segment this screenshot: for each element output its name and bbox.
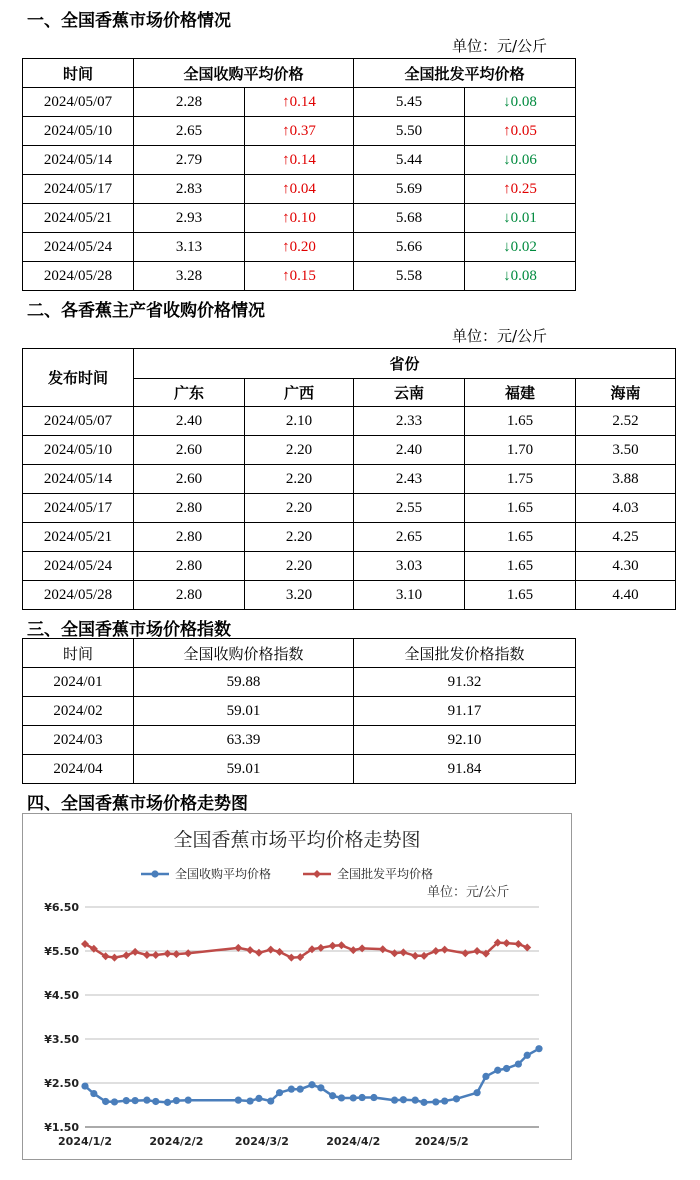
data-point [359, 1094, 366, 1101]
x-tick-label: 2024/4/2 [326, 1135, 381, 1148]
price-guangxi: 2.20 [245, 494, 354, 523]
data-point [132, 1097, 139, 1104]
province-price-table [22, 348, 676, 610]
table-row [23, 755, 576, 784]
data-point [379, 945, 387, 953]
table-row [23, 262, 576, 291]
row-month: 2024/04 [23, 755, 134, 784]
table-row [23, 407, 676, 436]
price-guangdong: 2.40 [134, 407, 245, 436]
price-trend-chart [22, 813, 572, 1160]
data-point [308, 1081, 315, 1088]
price-yunnan: 2.65 [354, 523, 465, 552]
unit-label-1: 单位：元/公斤 [452, 37, 548, 55]
table-row [23, 204, 576, 233]
table-row [23, 233, 576, 262]
data-point [152, 1098, 159, 1105]
price-hainan: 4.03 [576, 494, 676, 523]
price-guangxi: 2.10 [245, 407, 354, 436]
row-date: 2024/05/14 [23, 146, 134, 175]
data-point [255, 1095, 262, 1102]
data-point [350, 1094, 357, 1101]
price-guangxi: 3.20 [245, 581, 354, 610]
data-point [184, 949, 192, 957]
wholesale-change: ↓0.08 [465, 88, 576, 117]
data-point [515, 1060, 522, 1067]
data-point [185, 1097, 192, 1104]
row-date: 2024/05/17 [23, 494, 134, 523]
data-point [152, 951, 160, 959]
data-point [173, 1097, 180, 1104]
row-date: 2024/05/21 [23, 523, 134, 552]
buy-price: 2.65 [134, 117, 245, 146]
price-yunnan: 3.03 [354, 552, 465, 581]
buy-index: 63.39 [134, 726, 354, 755]
header-buy-index: 全国收购价格指数 [134, 639, 354, 668]
legend-label: 全国批发平均价格 [337, 867, 434, 881]
wholesale-index: 91.32 [354, 668, 576, 697]
price-guangdong: 2.60 [134, 465, 245, 494]
table-row [23, 146, 576, 175]
data-point [412, 1097, 419, 1104]
data-point [420, 952, 428, 960]
price-hainan: 2.52 [576, 407, 676, 436]
header-wholesale-index: 全国批发价格指数 [354, 639, 576, 668]
y-tick-label: ¥3.50 [44, 1033, 79, 1046]
wholesale-price: 5.66 [354, 233, 465, 262]
price-guangdong: 2.80 [134, 581, 245, 610]
data-point [535, 1045, 542, 1052]
series-line-wholesale [85, 943, 527, 958]
y-tick-label: ¥6.50 [44, 901, 79, 914]
data-point [432, 1098, 439, 1105]
header-index-time: 时间 [23, 639, 134, 668]
data-point [81, 1082, 88, 1089]
price-guangxi: 2.20 [245, 523, 354, 552]
data-point [276, 1089, 283, 1096]
data-point [399, 948, 407, 956]
buy-price: 3.13 [134, 233, 245, 262]
wholesale-index: 91.17 [354, 697, 576, 726]
table-row [23, 697, 576, 726]
data-point [494, 1067, 501, 1074]
row-date: 2024/05/28 [23, 262, 134, 291]
data-point [246, 1097, 253, 1104]
data-point [329, 942, 337, 950]
price-yunnan: 2.33 [354, 407, 465, 436]
buy-index: 59.01 [134, 755, 354, 784]
data-point [288, 1086, 295, 1093]
price-fujian: 1.65 [465, 581, 576, 610]
data-point [461, 949, 469, 957]
table-row [23, 465, 676, 494]
wholesale-change: ↓0.02 [465, 233, 576, 262]
data-point [111, 1098, 118, 1105]
row-date: 2024/05/10 [23, 117, 134, 146]
section-title-3: 三、全国香蕉市场价格指数 [27, 620, 231, 640]
data-point [338, 1094, 345, 1101]
buy-price: 3.28 [134, 262, 245, 291]
buy-change: ↑0.14 [245, 88, 354, 117]
data-point [441, 1097, 448, 1104]
table-row [23, 523, 676, 552]
price-guangdong: 2.80 [134, 494, 245, 523]
price-hainan: 4.25 [576, 523, 676, 552]
data-point [164, 1099, 171, 1106]
price-hainan: 3.50 [576, 436, 676, 465]
row-month: 2024/02 [23, 697, 134, 726]
buy-price: 2.83 [134, 175, 245, 204]
data-point [276, 948, 284, 956]
chart-svg [23, 814, 571, 1159]
data-point [246, 946, 254, 954]
data-point [317, 1084, 324, 1091]
wholesale-change: ↓0.08 [465, 262, 576, 291]
data-point [267, 946, 275, 954]
data-point [473, 1089, 480, 1096]
series-line-buy [85, 1049, 539, 1103]
legend-marker [151, 870, 158, 877]
wholesale-change: ↑0.05 [465, 117, 576, 146]
price-guangdong: 2.80 [134, 552, 245, 581]
data-point [297, 1086, 304, 1093]
table-row [23, 117, 576, 146]
data-point [524, 1052, 531, 1059]
wholesale-price: 5.69 [354, 175, 465, 204]
data-point [110, 954, 118, 962]
data-point [337, 941, 345, 949]
section-title-4: 四、全国香蕉市场价格走势图 [27, 794, 248, 814]
price-index-table [22, 638, 576, 784]
buy-price: 2.79 [134, 146, 245, 175]
wholesale-price: 5.45 [354, 88, 465, 117]
row-date: 2024/05/28 [23, 581, 134, 610]
price-fujian: 1.65 [465, 552, 576, 581]
row-month: 2024/01 [23, 668, 134, 697]
data-point [400, 1096, 407, 1103]
y-tick-label: ¥4.50 [44, 989, 79, 1002]
buy-price: 2.28 [134, 88, 245, 117]
row-date: 2024/05/07 [23, 407, 134, 436]
buy-change: ↑0.37 [245, 117, 354, 146]
legend-label: 全国收购平均价格 [175, 867, 272, 881]
data-point [122, 951, 130, 959]
price-yunnan: 2.55 [354, 494, 465, 523]
row-date: 2024/05/07 [23, 88, 134, 117]
data-point [255, 949, 263, 957]
data-point [90, 1090, 97, 1097]
header-province: 省份 [134, 349, 676, 379]
price-guangxi: 2.20 [245, 436, 354, 465]
data-point [349, 946, 357, 954]
unit-label-2: 单位：元/公斤 [452, 327, 548, 345]
header-release-time: 发布时间 [23, 349, 134, 407]
x-tick-label: 2024/5/2 [414, 1135, 469, 1148]
header-fujian: 福建 [465, 379, 576, 407]
price-hainan: 4.30 [576, 552, 676, 581]
data-point [503, 1065, 510, 1072]
data-point [523, 943, 531, 951]
data-point [420, 1099, 427, 1106]
row-date: 2024/05/14 [23, 465, 134, 494]
table-row [23, 175, 576, 204]
wholesale-price: 5.58 [354, 262, 465, 291]
price-guangdong: 2.80 [134, 523, 245, 552]
data-point [432, 947, 440, 955]
buy-change: ↑0.15 [245, 262, 354, 291]
y-tick-label: ¥2.50 [44, 1077, 79, 1090]
data-point [391, 949, 399, 957]
header-guangxi: 广西 [245, 379, 354, 407]
section-title-1: 一、全国香蕉市场价格情况 [27, 11, 231, 31]
table-row [23, 552, 676, 581]
data-point [131, 948, 139, 956]
section-title-2: 二、各香蕉主产省收购价格情况 [27, 301, 265, 321]
price-fujian: 1.70 [465, 436, 576, 465]
wholesale-change: ↓0.06 [465, 146, 576, 175]
header-yunnan: 云南 [354, 379, 465, 407]
data-point [370, 1094, 377, 1101]
header-buy-avg: 全国收购平均价格 [134, 59, 354, 88]
row-date: 2024/05/10 [23, 436, 134, 465]
data-point [123, 1097, 130, 1104]
price-guangxi: 2.20 [245, 552, 354, 581]
y-tick-label: ¥1.50 [44, 1121, 79, 1134]
data-point [441, 946, 449, 954]
national-price-table [22, 58, 576, 291]
data-point [411, 952, 419, 960]
wholesale-price: 5.50 [354, 117, 465, 146]
x-tick-label: 2024/2/2 [149, 1135, 204, 1148]
data-point [143, 1097, 150, 1104]
table-row [23, 436, 676, 465]
price-fujian: 1.65 [465, 523, 576, 552]
chart-title: 全国香蕉市场平均价格走势图 [173, 829, 421, 851]
buy-change: ↑0.10 [245, 204, 354, 233]
table-row [23, 668, 576, 697]
x-tick-label: 2024/1/2 [58, 1135, 112, 1148]
price-fujian: 1.65 [465, 494, 576, 523]
data-point [453, 1095, 460, 1102]
legend-marker [313, 870, 321, 878]
buy-index: 59.01 [134, 697, 354, 726]
table-row [23, 581, 676, 610]
price-hainan: 3.88 [576, 465, 676, 494]
data-point [473, 947, 481, 955]
price-yunnan: 2.40 [354, 436, 465, 465]
wholesale-change: ↓0.01 [465, 204, 576, 233]
data-point [143, 951, 151, 959]
row-date: 2024/05/21 [23, 204, 134, 233]
data-point [391, 1097, 398, 1104]
header-hainan: 海南 [576, 379, 676, 407]
data-point [287, 954, 295, 962]
data-point [267, 1097, 274, 1104]
price-fujian: 1.65 [465, 407, 576, 436]
row-month: 2024/03 [23, 726, 134, 755]
buy-change: ↑0.14 [245, 146, 354, 175]
header-time: 时间 [23, 59, 134, 88]
wholesale-price: 5.44 [354, 146, 465, 175]
buy-price: 2.93 [134, 204, 245, 233]
table-row [23, 726, 576, 755]
wholesale-price: 5.68 [354, 204, 465, 233]
price-yunnan: 3.10 [354, 581, 465, 610]
wholesale-index: 91.84 [354, 755, 576, 784]
table-row [23, 88, 576, 117]
data-point [102, 1098, 109, 1105]
data-point [482, 1073, 489, 1080]
buy-change: ↑0.04 [245, 175, 354, 204]
wholesale-change: ↑0.25 [465, 175, 576, 204]
table-row [23, 494, 676, 523]
data-point [503, 939, 511, 947]
data-point [235, 1097, 242, 1104]
x-tick-label: 2024/3/2 [234, 1135, 289, 1148]
wholesale-index: 92.10 [354, 726, 576, 755]
header-wholesale-avg: 全国批发平均价格 [354, 59, 576, 88]
buy-index: 59.88 [134, 668, 354, 697]
row-date: 2024/05/17 [23, 175, 134, 204]
price-hainan: 4.40 [576, 581, 676, 610]
price-guangxi: 2.20 [245, 465, 354, 494]
price-yunnan: 2.43 [354, 465, 465, 494]
row-date: 2024/05/24 [23, 233, 134, 262]
y-tick-label: ¥5.50 [44, 945, 79, 958]
price-fujian: 1.75 [465, 465, 576, 494]
data-point [514, 940, 522, 948]
buy-change: ↑0.20 [245, 233, 354, 262]
data-point [329, 1092, 336, 1099]
row-date: 2024/05/24 [23, 552, 134, 581]
header-guangdong: 广东 [134, 379, 245, 407]
chart-unit-label: 单位：元/公斤 [427, 885, 510, 900]
price-guangdong: 2.60 [134, 436, 245, 465]
